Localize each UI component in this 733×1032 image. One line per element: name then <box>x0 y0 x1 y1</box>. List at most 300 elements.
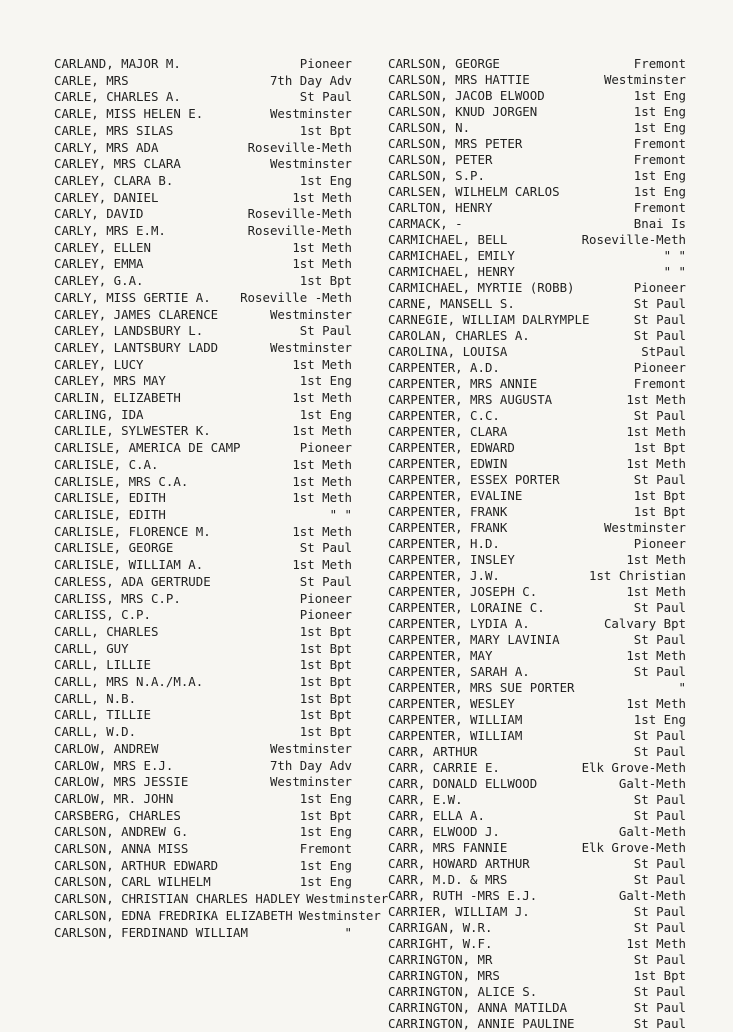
entry-church: Pioneer <box>299 440 352 456</box>
entry-name: CARRIGAN, W.R. <box>388 920 493 935</box>
entry-name: CARPENTER, JOSEPH C. <box>388 584 538 599</box>
directory-entry <box>388 952 686 968</box>
entry-church: St Paul <box>633 408 686 423</box>
entry-name: CARR, ELWOOD J. <box>388 824 500 839</box>
entry-church: 1st Bpt <box>299 122 352 138</box>
entry-name: CARLEY, MRS MAY <box>54 373 166 389</box>
directory-entry <box>54 423 352 440</box>
directory-entry <box>388 520 686 536</box>
directory-entry <box>388 888 686 904</box>
entry-church: St Paul <box>633 472 686 487</box>
entry-name: CARLSON, KNUD JORGEN <box>388 104 538 119</box>
directory-entry <box>54 73 352 90</box>
entry-church: 1st Bpt <box>299 657 352 673</box>
directory-entry <box>388 408 686 424</box>
entry-name: CARPENTER, EVALINE <box>388 488 523 503</box>
entry-name: CARLESS, ADA GERTRUDE <box>54 573 211 589</box>
directory-entry <box>388 200 686 216</box>
directory-entry <box>388 280 686 296</box>
entry-name: CARLAND, MAJOR M. <box>54 56 181 71</box>
entry-church: 1st Meth <box>292 456 352 472</box>
entry-church: St Paul <box>633 856 686 871</box>
directory-entry <box>388 680 686 696</box>
entry-church: St Paul <box>633 1000 686 1015</box>
entry-name: CARMICHAEL, EMILY <box>388 248 515 263</box>
entry-church: 1st Bpt <box>633 440 686 455</box>
entry-name: CARLISLE, GEORGE <box>54 540 174 556</box>
entry-name: CARLE, MRS SILAS <box>54 122 174 138</box>
directory-entry <box>54 106 352 123</box>
entry-name: CARPENTER, C.C. <box>388 408 500 423</box>
entry-name: CARPENTER, INSLEY <box>388 552 515 567</box>
directory-entry <box>54 223 352 240</box>
entry-church: Westminster <box>269 106 352 122</box>
entry-church: St Paul <box>299 323 352 339</box>
entry-church: St Paul <box>633 328 686 343</box>
entry-name: CARPENTER, EDWIN <box>388 456 508 471</box>
entry-name: CARRINGTON, ALICE S. <box>388 984 538 999</box>
directory-entry <box>388 760 686 776</box>
entry-name: CARLING, IDA <box>54 406 144 422</box>
directory-entry <box>54 624 352 641</box>
entry-church: Pioneer <box>299 56 352 71</box>
directory-entry <box>388 440 686 456</box>
directory-entry <box>54 841 352 858</box>
entry-name: CARLEY, MRS CLARA <box>54 156 181 172</box>
directory-entry <box>388 632 686 648</box>
entry-name: CARLSON, GEORGE <box>388 56 500 71</box>
entry-church: 1st Christian <box>589 568 686 583</box>
entry-church: 1st Eng <box>633 120 686 135</box>
directory-entry <box>388 120 686 136</box>
entry-church: 1st Meth <box>292 557 352 573</box>
entry-name: CARMICHAEL, BELL <box>388 232 508 247</box>
entry-name: CARPENTER, SARAH A. <box>388 664 530 679</box>
entry-church: 1st Meth <box>626 696 686 711</box>
directory-entry <box>388 376 686 392</box>
entry-name: CARLSON, EDNA FREDRIKA ELIZABETH <box>54 907 293 923</box>
entry-name: CARR, RUTH -MRS E.J. <box>388 888 538 903</box>
entry-church: St Paul <box>633 296 686 311</box>
entry-name: CARLOW, MR. JOHN <box>54 790 174 806</box>
entry-name: CARR, ARTHUR <box>388 744 478 759</box>
directory-entry <box>388 184 686 200</box>
directory-entry <box>54 774 352 791</box>
entry-church: Westminster <box>298 907 381 923</box>
directory-entry <box>54 323 352 340</box>
directory-entry <box>388 968 686 984</box>
entry-name: CARMACK, - <box>388 216 463 231</box>
entry-name: CARLISLE, FLORENCE M. <box>54 523 211 539</box>
entry-church: 1st Meth <box>292 473 352 489</box>
entry-name: CARSBERG, CHARLES <box>54 807 181 823</box>
entry-church: St Paul <box>633 808 686 823</box>
entry-church: St Paul <box>633 600 686 615</box>
entry-church: Fremont <box>633 136 686 151</box>
entry-church: 1st Bpt <box>299 690 352 706</box>
entry-church: StPaul <box>641 344 686 359</box>
directory-entry <box>54 574 352 591</box>
directory-entry <box>388 152 686 168</box>
entry-church: 1st Bpt <box>299 640 352 656</box>
entry-name: CARRINGTON, ANNIE PAULINE <box>388 1016 575 1031</box>
entry-church: 1st Eng <box>633 88 686 103</box>
entry-name: CARLIN, ELIZABETH <box>54 390 181 406</box>
directory-entry <box>388 744 686 760</box>
entry-name: CARLE, CHARLES A. <box>54 89 181 105</box>
directory-entry <box>388 360 686 376</box>
entry-name: CARLSON, MRS HATTIE <box>388 72 530 87</box>
entry-name: CARLL, MRS N.A./M.A. <box>54 674 204 690</box>
entry-name: CARMICHAEL, HENRY <box>388 264 515 279</box>
directory-entry <box>54 641 352 658</box>
entry-name: CARRIER, WILLIAM J. <box>388 904 530 919</box>
entry-church: 1st Bpt <box>633 504 686 519</box>
directory-entry <box>54 524 352 541</box>
directory-entry <box>388 776 686 792</box>
entry-church: " " <box>663 264 686 279</box>
entry-church: Calvary Bpt <box>603 616 686 631</box>
directory-entry <box>388 904 686 920</box>
entry-name: CARLSON, FERDINAND WILLIAM <box>54 924 248 940</box>
entry-church: Pioneer <box>299 607 352 623</box>
entry-church: 1st Meth <box>626 392 686 407</box>
entry-name: CARLEY, JAMES CLARENCE <box>54 306 219 322</box>
directory-entry <box>388 536 686 552</box>
entry-church: 1st Meth <box>626 648 686 663</box>
entry-church: Elk Grove-Meth <box>581 840 686 855</box>
directory-entry <box>388 840 686 856</box>
entry-church: Westminster <box>269 774 352 790</box>
directory-entry <box>388 488 686 504</box>
directory-entry <box>388 248 686 264</box>
entry-church: " " <box>329 506 352 522</box>
entry-name: CARLISLE, EDITH <box>54 506 166 522</box>
directory-entry <box>54 691 352 708</box>
directory-entry <box>388 168 686 184</box>
entry-church: 1st Meth <box>292 189 352 205</box>
entry-church: St Paul <box>299 540 352 556</box>
entry-church: 1st Meth <box>626 456 686 471</box>
entry-church: Westminster <box>603 520 686 535</box>
entry-name: CARR, CARRIE E. <box>388 760 500 775</box>
entry-church: 1st Eng <box>299 874 352 890</box>
directory-entry <box>54 307 352 324</box>
entry-name: CARR, HOWARD ARTHUR <box>388 856 530 871</box>
entry-name: CARLEY, CLARA B. <box>54 172 174 188</box>
directory-entry <box>388 984 686 1000</box>
directory-entry <box>388 264 686 280</box>
entry-church: 7th Day Adv <box>269 72 352 88</box>
entry-name: CARLEY, LANDSBURY L. <box>54 323 204 339</box>
entry-church: 7th Day Adv <box>269 757 352 773</box>
entry-name: CARR, DONALD ELLWOOD <box>388 776 538 791</box>
entry-name: CARLSON, CARL WILHELM <box>54 874 211 890</box>
entry-church: Roseville-Meth <box>247 139 352 155</box>
directory-entry <box>388 216 686 232</box>
directory-entry <box>54 707 352 724</box>
entry-name: CARLILE, SYLWESTER K. <box>54 423 211 439</box>
entry-church: 1st Eng <box>299 824 352 840</box>
entry-church: St Paul <box>633 904 686 919</box>
directory-entry <box>54 591 352 608</box>
directory-entry <box>388 600 686 616</box>
entry-church: 1st Eng <box>299 857 352 873</box>
directory-entry <box>54 373 352 390</box>
entry-name: CARLL, TILLIE <box>54 707 151 723</box>
directory-entry <box>388 472 686 488</box>
entry-name: CARPENTER, MRS AUGUSTA <box>388 392 553 407</box>
entry-name: CARLISLE, EDITH <box>54 490 166 506</box>
entry-name: CARNE, MANSELL S. <box>388 296 515 311</box>
entry-church: St Paul <box>633 728 686 743</box>
directory-entry <box>388 936 686 952</box>
entry-church: Fremont <box>633 200 686 215</box>
entry-name: CARPENTER, LORAINE C. <box>388 600 545 615</box>
directory-entry <box>388 232 686 248</box>
entry-church: " <box>678 680 686 695</box>
directory-entry <box>388 136 686 152</box>
entry-name: CARR, ELLA A. <box>388 808 485 823</box>
entry-name: CARPENTER, EDWARD <box>388 440 515 455</box>
entry-name: CARLY, MISS GERTIE A. <box>54 289 211 305</box>
entry-name: CARLISS, MRS C.P. <box>54 590 181 606</box>
entry-church: St Paul <box>633 952 686 967</box>
entry-name: CARR, MRS FANNIE <box>388 840 508 855</box>
entry-church: 1st Eng <box>633 712 686 727</box>
entry-church: 1st Bpt <box>299 724 352 740</box>
entry-church: St Paul <box>633 744 686 759</box>
entry-church: 1st Meth <box>292 256 352 272</box>
entry-name: CARRINGTON, MR <box>388 952 493 967</box>
entry-name: CARLE, MISS HELEN E. <box>54 106 204 122</box>
entry-church: Pioneer <box>633 536 686 551</box>
entry-name: CARPENTER, MARY LAVINIA <box>388 632 560 647</box>
entry-church: St Paul <box>633 664 686 679</box>
entry-church: 1st Bpt <box>633 968 686 983</box>
directory-entry <box>388 424 686 440</box>
directory-entry <box>54 156 352 173</box>
entry-church: 1st Bpt <box>299 807 352 823</box>
entry-name: CARNEGIE, WILLIAM DALRYMPLE <box>388 312 590 327</box>
entry-name: CARLE, MRS <box>54 72 129 88</box>
directory-entry <box>388 392 686 408</box>
entry-church: St Paul <box>633 920 686 935</box>
entry-church: Galt-Meth <box>618 776 686 791</box>
entry-church: Bnai Is <box>633 216 686 231</box>
entry-name: CARR, M.D. & MRS <box>388 872 508 887</box>
directory-entry <box>54 290 352 307</box>
entry-church: Westminster <box>269 306 352 322</box>
directory-entry <box>54 607 352 624</box>
directory-entry <box>388 104 686 120</box>
entry-church: 1st Eng <box>633 104 686 119</box>
directory-entry <box>388 72 686 88</box>
entry-church: St Paul <box>633 1016 686 1031</box>
directory-entry <box>388 584 686 600</box>
entry-church: Westminster <box>269 339 352 355</box>
directory-entry <box>54 357 352 374</box>
directory-entry <box>54 457 352 474</box>
entry-name: CARRIGHT, W.F. <box>388 936 493 951</box>
directory-entry <box>54 123 352 140</box>
directory-entry <box>54 440 352 457</box>
directory-entry <box>54 874 352 891</box>
entry-church: Roseville -Meth <box>240 289 352 305</box>
entry-name: CARLSON, S.P. <box>388 168 485 183</box>
entry-church: " <box>344 924 352 940</box>
entry-name: CARLSEN, WILHELM CARLOS <box>388 184 560 199</box>
directory-entry <box>54 273 352 290</box>
entry-name: CARLSON, ARTHUR EDWARD <box>54 857 219 873</box>
directory-entry <box>54 190 352 207</box>
directory-entry <box>54 791 352 808</box>
entry-church: Westminster <box>306 891 389 907</box>
entry-church: 1st Bpt <box>299 623 352 639</box>
entry-name: CARLSON, CHRISTIAN CHARLES HADLEY <box>54 891 301 907</box>
directory-entry <box>388 616 686 632</box>
entry-church: 1st Bpt <box>633 488 686 503</box>
entry-church: 1st Eng <box>633 184 686 199</box>
left-column <box>54 56 389 941</box>
entry-name: CARPENTER, FRANK <box>388 504 508 519</box>
directory-entry <box>388 552 686 568</box>
entry-church: 1st Meth <box>292 423 352 439</box>
entry-name: CARPENTER, FRANK <box>388 520 508 535</box>
entry-church: 1st Meth <box>626 936 686 951</box>
entry-name: CARLISLE, C.A. <box>54 456 159 472</box>
entry-name: CARLL, W.D. <box>54 724 137 740</box>
entry-name: CARLTON, HENRY <box>388 200 493 215</box>
directory-entry <box>54 540 352 557</box>
entry-church: Roseville-Meth <box>581 232 686 247</box>
entry-name: CAROLAN, CHARLES A. <box>388 328 530 343</box>
entry-name: CARLEY, ELLEN <box>54 239 151 255</box>
entry-name: CARLEY, LANTSBURY LADD <box>54 339 219 355</box>
entry-church: 1st Eng <box>299 373 352 389</box>
entry-church: 1st Meth <box>292 490 352 506</box>
directory-entry <box>388 728 686 744</box>
directory-entry <box>388 296 686 312</box>
directory-entry <box>388 792 686 808</box>
entry-church: St Paul <box>299 89 352 105</box>
directory-entry <box>54 206 352 223</box>
directory-entry <box>54 724 352 741</box>
directory-entry <box>54 56 352 73</box>
directory-entry <box>54 858 352 875</box>
entry-church: 1st Bpt <box>299 707 352 723</box>
entry-church: Roseville-Meth <box>247 223 352 239</box>
entry-name: CARLSON, N. <box>388 120 471 135</box>
entry-name: CARR, E.W. <box>388 792 463 807</box>
directory-entry <box>388 344 686 360</box>
entry-name: CARLL, GUY <box>54 640 129 656</box>
directory-entry <box>388 872 686 888</box>
entry-name: CARPENTER, LYDIA A. <box>388 616 530 631</box>
directory-entry <box>54 741 352 758</box>
entry-church: Pioneer <box>299 590 352 606</box>
directory-entry <box>54 474 352 491</box>
entry-church: St Paul <box>633 984 686 999</box>
entry-name: CARPENTER, H.D. <box>388 536 500 551</box>
entry-name: CARPENTER, MRS SUE PORTER <box>388 680 575 695</box>
entry-church: Roseville-Meth <box>247 206 352 222</box>
entry-church: St Paul <box>633 312 686 327</box>
entry-church: Fremont <box>633 56 686 71</box>
entry-name: CARLISLE, MRS C.A. <box>54 473 189 489</box>
entry-church: 1st Meth <box>292 239 352 255</box>
entry-church: 1st Meth <box>626 424 686 439</box>
entry-church: 1st Meth <box>292 356 352 372</box>
entry-church: St Paul <box>299 573 352 589</box>
entry-name: CARPENTER, CLARA <box>388 424 508 439</box>
entry-name: CARLEY, G.A. <box>54 273 144 289</box>
directory-entry <box>54 674 352 691</box>
entry-name: CARRINGTON, MRS <box>388 968 500 983</box>
entry-name: CARLSON, PETER <box>388 152 493 167</box>
directory-entry <box>388 664 686 680</box>
directory-entry <box>54 173 352 190</box>
entry-church: 1st Eng <box>299 172 352 188</box>
entry-name: CARPENTER, WILLIAM <box>388 712 523 727</box>
entry-name: CARLOW, MRS JESSIE <box>54 774 189 790</box>
entry-church: Elk Grove-Meth <box>581 760 686 775</box>
entry-church: Pioneer <box>633 360 686 375</box>
directory-entry <box>388 648 686 664</box>
entry-name: CARLL, LILLIE <box>54 657 151 673</box>
entry-name: CARLOW, ANDREW <box>54 740 159 756</box>
entry-name: CARMICHAEL, MYRTIE (ROBB) <box>388 280 575 295</box>
directory-entry <box>388 456 686 472</box>
entry-name: CARPENTER, MAY <box>388 648 493 663</box>
entry-name: CARLSON, MRS PETER <box>388 136 523 151</box>
directory-entry <box>388 568 686 584</box>
directory-entry <box>54 907 381 925</box>
entry-name: CARLEY, LUCY <box>54 356 144 372</box>
directory-entry <box>388 312 686 328</box>
entry-church: St Paul <box>633 632 686 647</box>
entry-name: CARLEY, DANIEL <box>54 189 159 205</box>
directory-entry <box>54 390 352 407</box>
entry-church: Galt-Meth <box>618 824 686 839</box>
directory-entry <box>388 328 686 344</box>
directory-entry <box>54 256 352 273</box>
directory-entry <box>54 808 352 825</box>
entry-church: Westminster <box>269 740 352 756</box>
directory-entry <box>54 140 352 157</box>
entry-name: CARLSON, ANDREW G. <box>54 824 189 840</box>
entry-name: CARLEY, EMMA <box>54 256 144 272</box>
entry-name: CARLSON, JACOB ELWOOD <box>388 88 545 103</box>
entry-name: CAROLINA, LOUISA <box>388 344 508 359</box>
entry-church: 1st Eng <box>299 406 352 422</box>
directory-entry <box>54 407 352 424</box>
directory-entry <box>54 490 352 507</box>
entry-church: 1st Meth <box>292 523 352 539</box>
entry-church: Westminster <box>269 156 352 172</box>
entry-name: CARPENTER, WILLIAM <box>388 728 523 743</box>
entry-name: CARLOW, MRS E.J. <box>54 757 174 773</box>
directory-entry <box>54 758 352 775</box>
directory-entry <box>388 824 686 840</box>
right-column <box>388 56 686 1032</box>
entry-church: " " <box>663 248 686 263</box>
entry-church: 1st Bpt <box>299 273 352 289</box>
entry-name: CARLISLE, WILLIAM A. <box>54 557 204 573</box>
entry-name: CARLY, MRS ADA <box>54 139 159 155</box>
entry-name: CARPENTER, WESLEY <box>388 696 515 711</box>
entry-name: CARLY, DAVID <box>54 206 144 222</box>
